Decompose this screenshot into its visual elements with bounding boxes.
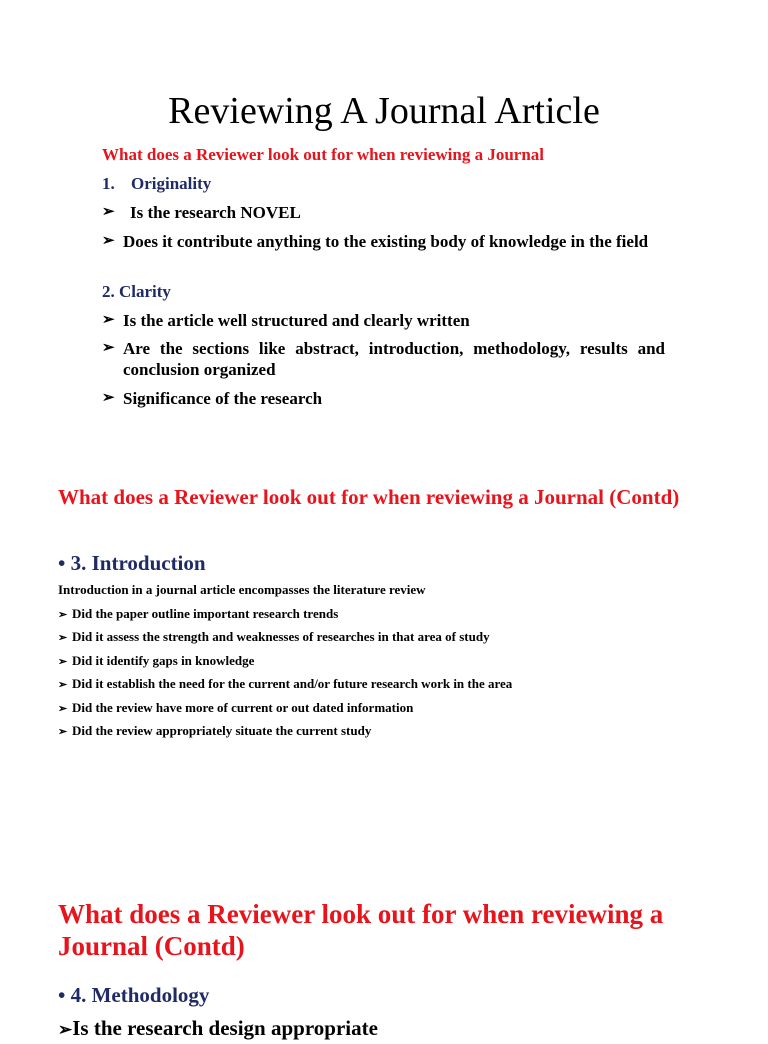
arrow-bullet-icon: ➢ [58,609,68,621]
arrow-bullet-icon: ➢ [58,679,68,691]
list-item-text: Did the review have more of current or out dated information [72,700,414,715]
bullet-text: Are the sections like abstract, introduction, methodology, results and conclusion organized [123,339,665,379]
slide-2-intro: Introduction in a journal article encompasses the literature review [58,582,426,597]
list-item-text: Did it assess the strength and weaknesses of researches in that area of study [72,629,490,644]
bullet-text: Does it contribute anything to the existing body of knowledge in the field [123,232,649,251]
arrow-bullet-icon: ➢ [58,726,68,738]
list-item-text: Did the paper outline important research trends [72,606,339,621]
slide-3-title: What does a Reviewer look out for when reviewing a Journal (Contd) [58,899,664,961]
list-item [58,675,512,694]
list-item-text: Did the review appropriately situate the current study [72,723,372,738]
arrow-bullet-icon: ➢ [58,1020,73,1039]
slide-2-title: What does a Reviewer look out for when reviewing a Journal (Contd) [58,485,680,509]
bullet-text: Is the article well structured and clearly written [123,311,470,330]
section-1-number: 1. [102,174,115,193]
bullet-text: Is the research NOVEL [130,203,301,222]
list-item [58,652,254,671]
section-2-label: 2. Clarity [102,282,171,301]
slide-3-heading: • 4. Methodology [58,983,210,1007]
arrow-bullet-icon: ➢ [102,390,115,406]
list-item-text: Did it establish the need for the current and/or future research work in the area [72,676,513,691]
slide-2-heading: • 3. Introduction [58,551,206,575]
list-item [58,605,338,624]
slide-2 [0,455,768,825]
partial-bullet [58,1014,378,1044]
arrow-bullet-icon: ➢ [102,340,115,356]
list-item-text: Did it identify gaps in knowledge [72,653,255,668]
page-title: Reviewing A Journal Article [168,90,600,132]
arrow-bullet-icon: ➢ [58,656,68,668]
slide-3 [0,868,768,1040]
slide-1-subheading: What does a Reviewer look out for when reviewing a Journal [102,145,544,164]
partial-bullet-text: Is the research design appropriate [72,1016,378,1040]
bullet-text: Significance of the research [123,389,323,408]
list-item [58,628,490,647]
arrow-bullet-icon: ➢ [102,204,115,220]
list-item [58,699,413,718]
arrow-bullet-icon: ➢ [102,312,115,328]
arrow-bullet-icon: ➢ [102,233,115,249]
section-1-label: Originality [131,174,212,193]
arrow-bullet-icon: ➢ [58,703,68,715]
list-item [58,722,371,741]
slide-1 [0,0,768,440]
arrow-bullet-icon: ➢ [58,632,68,644]
